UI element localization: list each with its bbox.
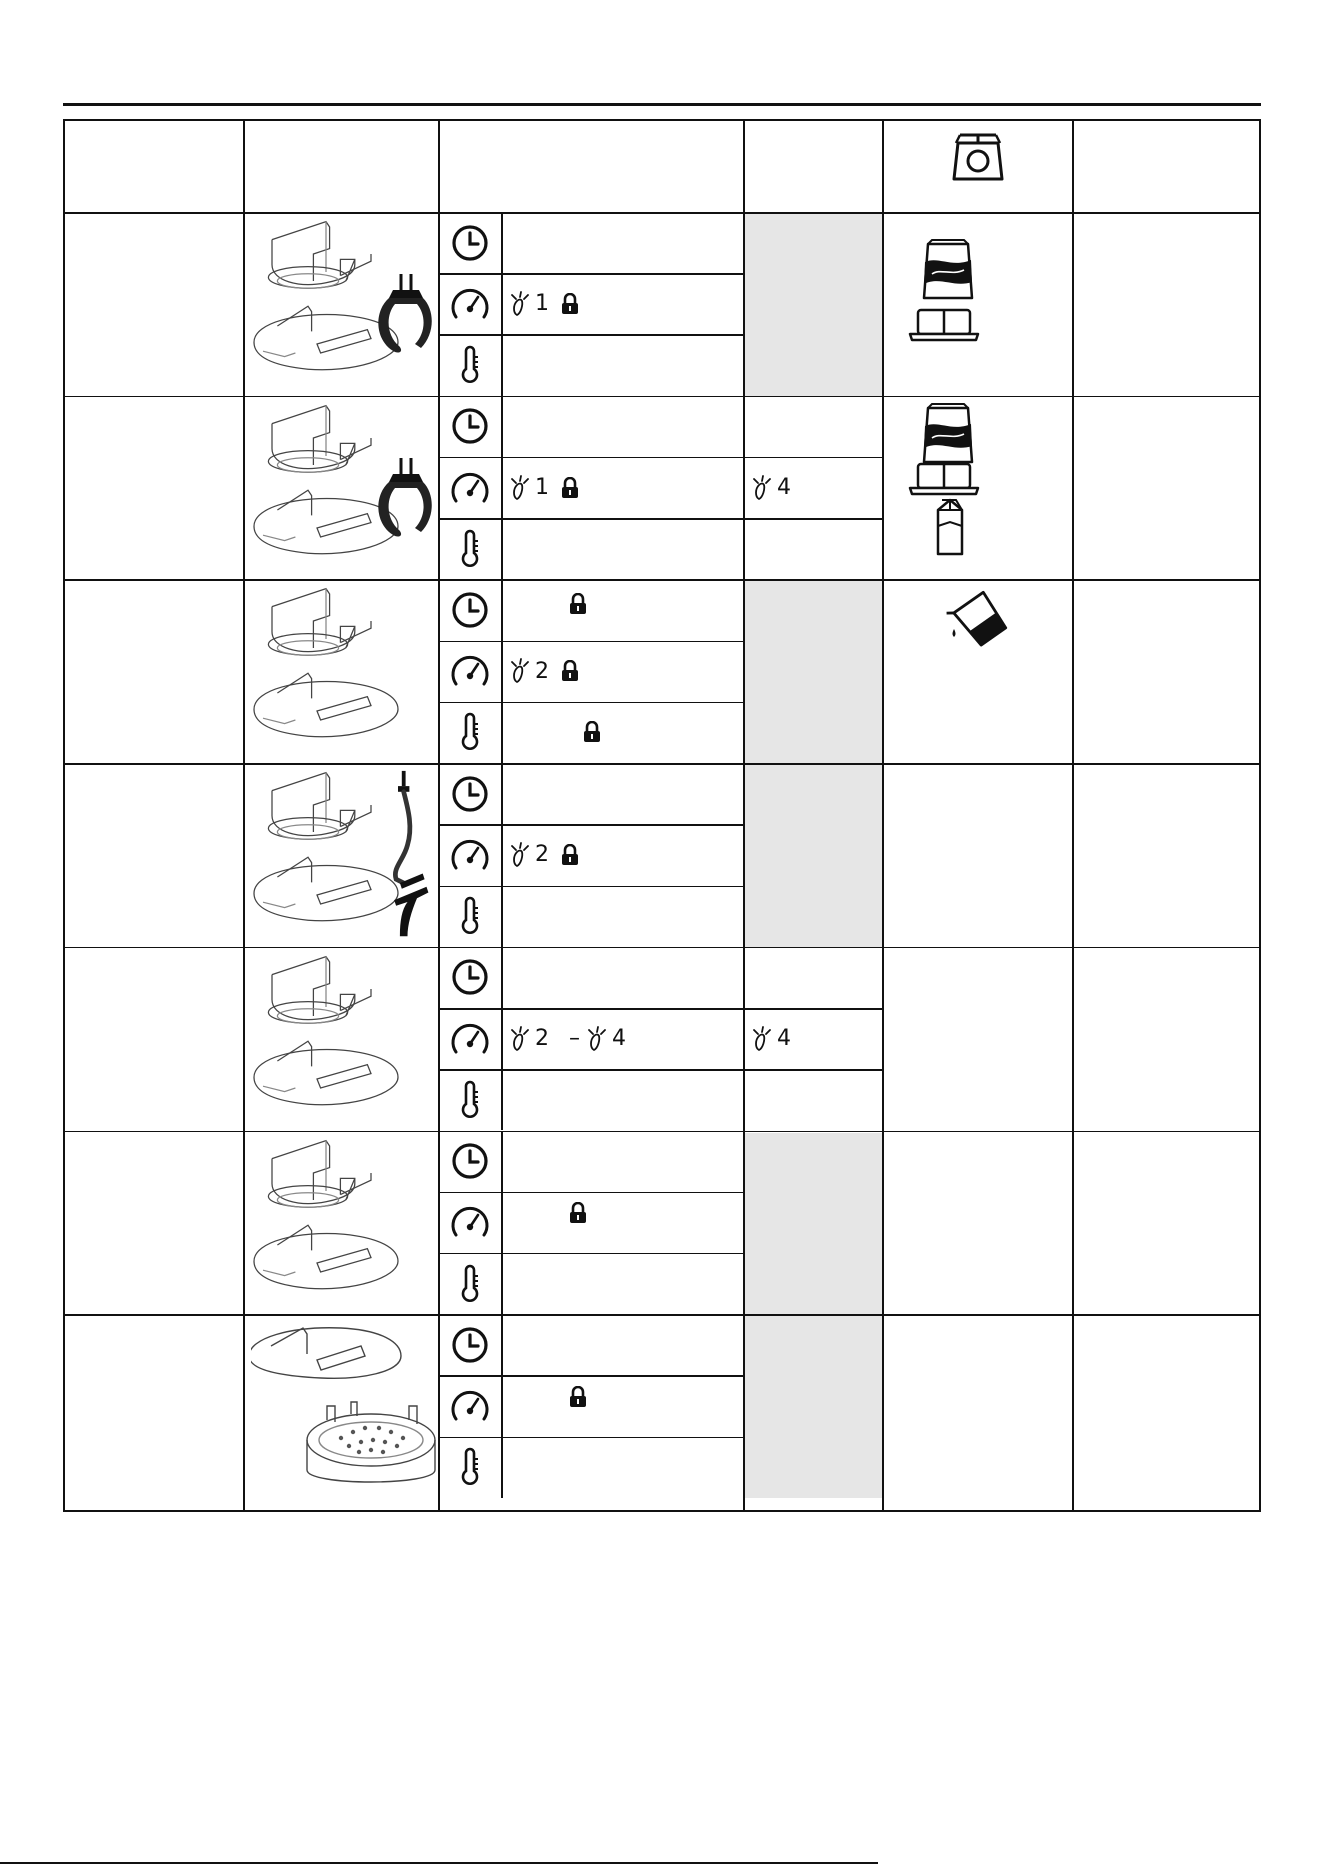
thermometer-icon [458, 529, 482, 573]
column-divider [882, 121, 884, 1510]
programs-table [63, 119, 1261, 1512]
row-divider [65, 579, 1259, 581]
icon-column-divider [501, 1314, 503, 1498]
whisk-icon [511, 842, 533, 868]
whisk-icon [511, 291, 533, 317]
accessory-illustration [251, 585, 437, 757]
thermometer-icon [458, 345, 482, 389]
speed-range-dash: – [569, 1026, 580, 1052]
lock-icon [561, 660, 579, 682]
lock-icon [561, 293, 579, 315]
shaded-cell [745, 214, 882, 396]
setting-divider [438, 702, 743, 704]
flat-beater-icon [371, 456, 437, 544]
speed-setting [511, 824, 579, 885]
icon-column-divider [501, 947, 503, 1131]
shaded-cell [745, 1133, 882, 1315]
accessory-illustration [251, 218, 437, 390]
whisk-icon [753, 475, 775, 501]
clock-icon [450, 406, 490, 450]
top-rule [63, 103, 1261, 106]
whisk-icon [511, 658, 533, 684]
speed-gauge-icon [447, 835, 493, 879]
setting-divider [438, 1069, 882, 1071]
speed-setting [511, 1375, 587, 1436]
dough-hook-icon [379, 769, 436, 941]
setting-divider [438, 1375, 743, 1377]
kitchen-scale-icon [950, 129, 1006, 187]
speed-value: 4 [777, 475, 791, 501]
setting-divider [438, 1192, 743, 1194]
clock-icon [450, 223, 490, 267]
lock-icon [583, 721, 601, 747]
clock-icon [450, 957, 490, 1001]
flour-bag-icon [918, 402, 978, 470]
speed-setting [511, 641, 579, 702]
speed-setting [511, 1192, 587, 1253]
whisk-icon [588, 1026, 610, 1052]
accessory-illustration [251, 1320, 437, 1492]
speed-setting [511, 1008, 638, 1069]
thermometer-icon [458, 712, 482, 756]
lock-icon [569, 593, 587, 619]
thermometer-icon [458, 1264, 482, 1308]
speed-value: 1 [535, 475, 549, 501]
lock-icon [569, 1386, 587, 1408]
shaded-cell [745, 581, 882, 763]
lock-icon [561, 477, 579, 499]
column-divider [438, 121, 440, 1510]
accessory-illustration [251, 769, 437, 941]
accessory-illustration [251, 402, 437, 574]
speed-gauge-icon [447, 1202, 493, 1246]
alt-speed-setting [753, 1008, 803, 1069]
row-divider [65, 1314, 1259, 1316]
setting-divider [438, 641, 743, 643]
whisk-icon [753, 1026, 775, 1052]
speed-gauge-icon [447, 284, 493, 328]
shaded-cell [745, 1316, 882, 1498]
speed-value: 1 [535, 291, 549, 317]
setting-divider [438, 518, 882, 520]
pouring-jug-icon [940, 585, 1012, 655]
speed-gauge-icon [447, 1386, 493, 1430]
setting-divider [438, 886, 743, 888]
thermometer-icon [458, 1447, 482, 1491]
speed-value: 2 [535, 1026, 549, 1052]
flat-beater-icon [371, 272, 437, 360]
setting-divider [438, 1008, 882, 1010]
setting-divider [438, 1253, 743, 1255]
whisk-icon [511, 1026, 533, 1052]
speed-gauge-icon [447, 651, 493, 695]
icon-column-divider [501, 763, 503, 947]
setting-divider [438, 457, 882, 459]
butter-icon [908, 308, 980, 348]
whisk-icon [511, 475, 533, 501]
alt-speed-setting [753, 457, 803, 518]
speed-value: 2 [535, 842, 549, 868]
clock-icon [450, 1141, 490, 1185]
row-divider [65, 396, 1259, 398]
milk-carton-icon [930, 496, 970, 562]
thermometer-icon [458, 1080, 482, 1124]
column-divider [243, 121, 245, 1510]
shaded-cell [745, 765, 882, 947]
setting-divider [438, 334, 743, 336]
speed-setting [511, 273, 579, 334]
flour-bag-icon [918, 238, 978, 306]
clock-icon [450, 1325, 490, 1369]
icon-column-divider [501, 396, 503, 580]
clock-icon [450, 774, 490, 818]
icon-column-divider [501, 579, 503, 763]
lock-icon [561, 844, 579, 866]
clock-icon [450, 590, 490, 634]
speed-setting [511, 457, 579, 518]
lock-icon [569, 1202, 587, 1224]
accessory-illustration [251, 953, 437, 1125]
speed-gauge-icon [447, 1019, 493, 1063]
speed-value-max: 4 [612, 1026, 626, 1052]
setting-divider [438, 273, 743, 275]
setting-divider [438, 824, 743, 826]
speed-gauge-icon [447, 468, 493, 512]
setting-divider [438, 1437, 743, 1439]
icon-column-divider [501, 1131, 503, 1315]
row-divider [65, 763, 1259, 765]
row-divider [65, 1131, 1259, 1133]
icon-column-divider [501, 212, 503, 396]
column-divider [1072, 121, 1074, 1510]
accessory-illustration [251, 1137, 437, 1309]
footer-rule [0, 1862, 878, 1864]
speed-value: 2 [535, 658, 549, 684]
thermometer-icon [458, 896, 482, 940]
row-divider [65, 212, 1259, 214]
speed-value: 4 [777, 1026, 791, 1052]
row-divider [65, 947, 1259, 949]
